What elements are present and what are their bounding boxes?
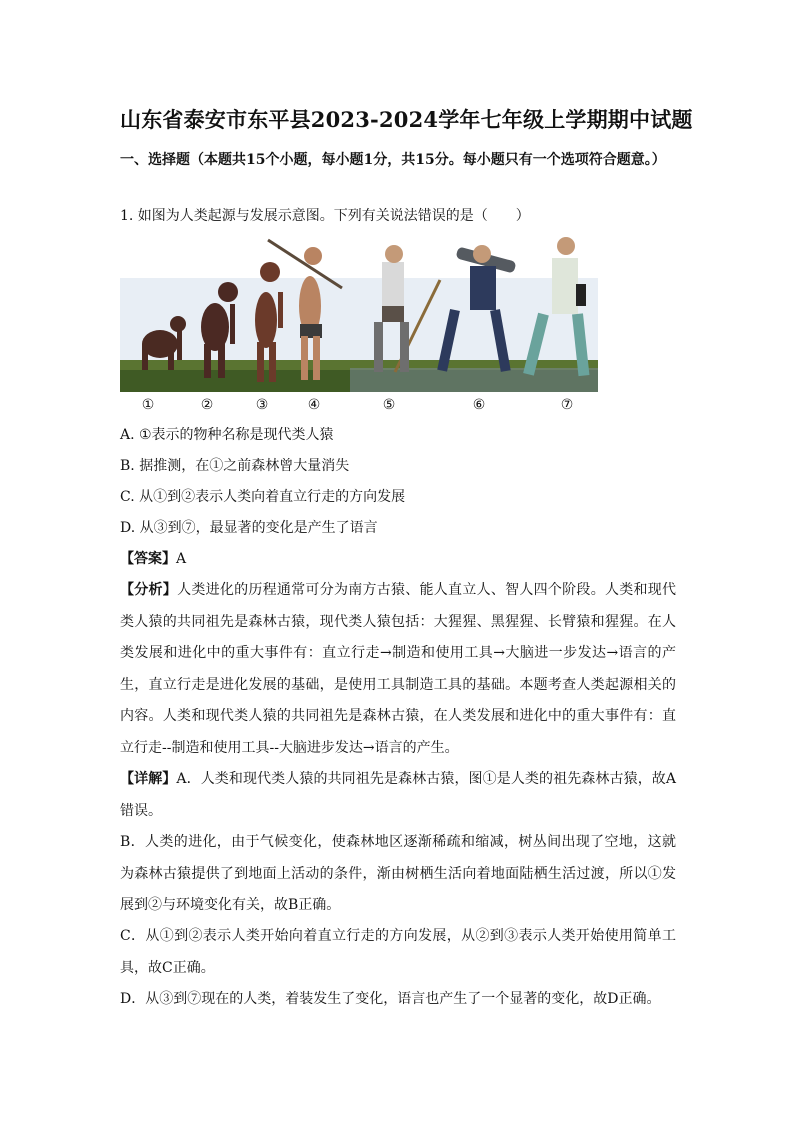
figure-stage-labels xyxy=(120,397,598,417)
figure-label-4: ④ xyxy=(307,397,321,413)
figure-label-6: ⑥ xyxy=(472,397,486,413)
analysis-paragraph xyxy=(120,575,676,764)
option-a: A. ①表示的物种名称是现代类人猿 xyxy=(120,427,334,443)
detail-c-paragraph: C．从①到②表示人类开始向着直立行走的方向发展，从②到③表示人类开始使用简单工具，故C正确。 xyxy=(120,928,676,976)
question-stem: 1. 如图为人类起源与发展示意图。下列有关说法错误的是（ ） xyxy=(120,208,530,224)
human-evolution-figure xyxy=(120,232,598,392)
analysis-text: 人类进化的历程通常可分为南方古猿、能人直立人、智人四个阶段。人类和现代类人猿的共同祖先是森林古猿，现代类人猿包括：大猩猩、黑猩猩、长臂猿和猩猩。在人类发展和进化中的重大事件有：直立行走→制造和使用工具→大脑进一步发达→语言的产生，直立行走是进化发展的基础，是使用工具制造工具的基础。本题考查人类起源相关的内容。人类和现代类人猿的共同祖先是森林古猿，在人类发展和进化中的重大事件有：直立行走--制造和使用工具--大脑进步发达→语言的产生。 xyxy=(120,582,677,756)
detail-tag: 【详解】 xyxy=(120,771,177,787)
analysis-tag: 【分析】 xyxy=(120,582,178,598)
answer-line xyxy=(120,549,680,569)
page-title: 山东省泰安市东平县2023-2024学年七年级上学期期中试题 xyxy=(120,107,693,132)
detail-a-text: A．人类和现代类人猿的共同祖先是森林古猿，图①是人类的祖先森林古猿，故A错误。 xyxy=(120,771,677,819)
figure-sky xyxy=(120,278,598,374)
option-d: D. 从③到⑦，最显著的变化是产生了语言 xyxy=(120,520,378,536)
figure-label-2: ② xyxy=(200,397,214,413)
figure-label-7: ⑦ xyxy=(560,397,574,413)
answer-value: A xyxy=(176,551,187,567)
option-c: C. 从①到②表示人类向着直立行走的方向发展 xyxy=(120,489,406,505)
detail-d-paragraph: D．从③到⑦现在的人类，着装发生了变化，语言也产生了一个显著的变化，故D正确。 xyxy=(120,991,661,1007)
figure-label-3: ③ xyxy=(255,397,269,413)
figure-label-5: ⑤ xyxy=(382,397,396,413)
detail-a-paragraph xyxy=(120,764,676,827)
option-b: B. 据推测，在①之前森林曾大量消失 xyxy=(120,458,350,474)
answer-tag: 【答案】 xyxy=(120,551,176,567)
section-header: 一、选择题（本题共15个小题，每小题1分，共15分。每小题只有一个选项符合题意。） xyxy=(120,152,666,168)
detail-b-paragraph: B．人类的进化，由于气候变化，使森林地区逐渐稀疏和缩减，树丛间出现了空地，这就为森林古猿提供了到地面上活动的条件，渐由树栖生活向着地面陆栖生活过渡，所以①发展到②与环境变化有关，故B正确。 xyxy=(120,834,676,913)
figure-label-1: ① xyxy=(141,397,155,413)
